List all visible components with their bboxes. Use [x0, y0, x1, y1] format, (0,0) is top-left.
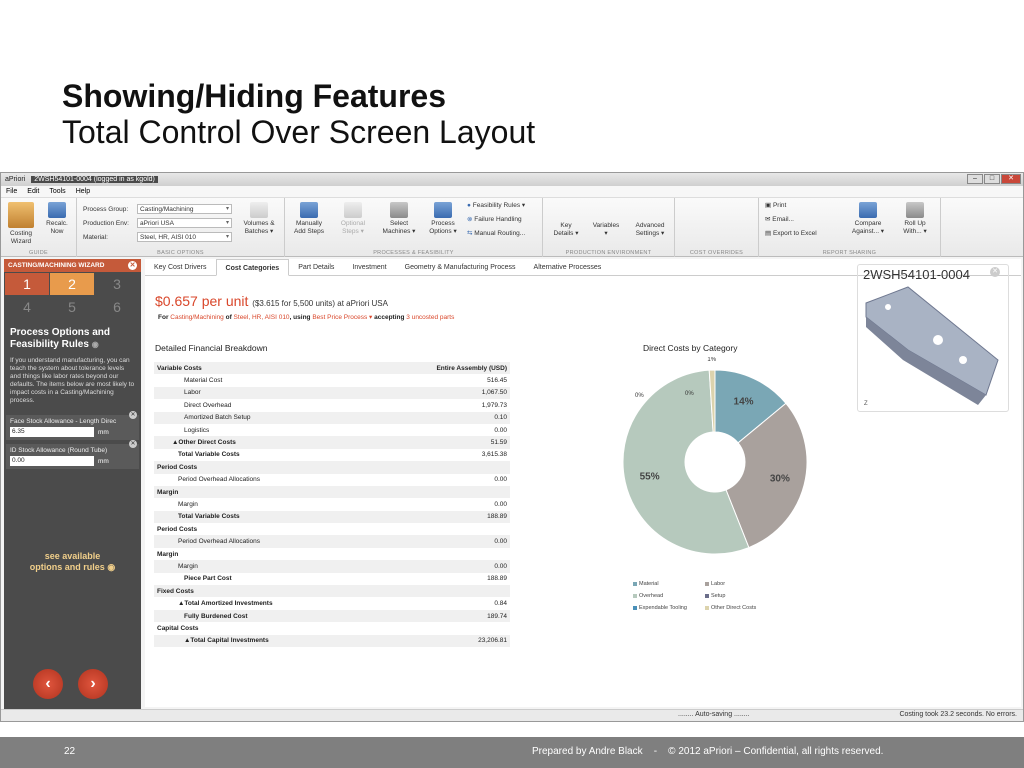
optional-steps-icon	[344, 202, 362, 218]
help-icon[interactable]: ◉	[91, 340, 99, 349]
menu-item[interactable]: File	[6, 188, 18, 195]
add-steps-icon	[300, 202, 318, 218]
wizard-subtitle: Process Options and Feasibility Rules ◉	[10, 327, 111, 350]
wizard-icon	[8, 202, 34, 228]
row-label: ▲Total Amortized Investments	[178, 600, 273, 608]
app-window	[0, 172, 1024, 722]
row-value: 189.74	[433, 610, 510, 622]
document-title: 2WSH54101-0004 (logged in as kgold)	[31, 176, 158, 183]
row-value: 0.10	[433, 412, 510, 424]
row-label: Period Costs	[154, 461, 433, 473]
part-3d-image	[858, 265, 1010, 413]
row-value	[433, 548, 510, 560]
chart-title: Direct Costs by Category	[643, 343, 738, 353]
group-processes: Manually Add Steps Optional Steps ▾ Select Machines ▾ Process Options ▾ ● Feasibility Rules ▾ ⊗ Failure Handling ⇆ Manual Routing... PROCESSES & FEASIBILITY	[285, 198, 543, 257]
table-row	[154, 597, 510, 609]
table-row	[154, 486, 510, 498]
row-value: 0.84	[494, 600, 507, 608]
process-dropdown[interactable]: Best Price Process ▾	[312, 314, 373, 321]
pie-label: 1%	[707, 357, 717, 364]
legend-item	[633, 581, 705, 587]
table-row	[154, 399, 510, 411]
excel-icon: ▤	[765, 230, 772, 237]
row-value: 0.00	[494, 426, 507, 434]
row-label: Total Variable Costs	[178, 451, 240, 459]
group-cost-overrides: COST OVERRIDES	[675, 198, 759, 257]
app-name: aPriori	[5, 176, 26, 183]
material-select[interactable]: Steel, HR, AISI 010 ▾	[137, 232, 232, 242]
row-label: Period Overhead Allocations	[154, 535, 433, 547]
row-label: Margin	[178, 500, 198, 508]
part-id: 2WSH54101-0004	[863, 267, 970, 282]
row-value	[433, 585, 510, 597]
arrow-circle-icon: ◉	[107, 562, 116, 572]
variables-button[interactable]: Variables ▾	[592, 222, 620, 237]
step-2[interactable]: 2	[50, 273, 94, 295]
direct-costs-pie-chart	[595, 357, 835, 567]
row-label: Total Variable Costs	[154, 511, 433, 523]
table-row	[154, 474, 510, 486]
step-4[interactable]: 4	[23, 299, 31, 315]
row-value: 3,615.38	[481, 451, 507, 459]
group-production-env: Key Details ▾ Variables ▾ Advanced Settings ▾ PRODUCTION ENVIRONMENT	[543, 198, 675, 257]
row-label: Margin	[154, 486, 433, 498]
legend-item	[705, 581, 785, 587]
close-button[interactable]: ✕	[1001, 174, 1021, 184]
machine-icon	[390, 202, 408, 218]
step-3[interactable]: 3	[113, 276, 121, 292]
row-value: 23,206.81	[433, 635, 510, 647]
process-group-link[interactable]: Casting/Machining	[170, 314, 224, 321]
row-value	[433, 461, 510, 473]
row-label: Amortized Batch Setup	[154, 412, 433, 424]
face-stock-input[interactable]: 6.35	[10, 427, 94, 437]
info-icon: ●	[467, 202, 471, 209]
tab-cost-categories[interactable]: Cost Categories	[216, 259, 290, 276]
row-value: 1,067.50	[433, 387, 510, 399]
group-report-sharing: ▣ Print ✉ Email... ▤ Export to Excel Compare Against... ▾ Roll Up With... ▾ REPORT SHARING	[759, 198, 941, 257]
menu-item[interactable]: Help	[75, 188, 91, 195]
step-5[interactable]: 5	[68, 299, 76, 315]
face-stock-field: ✕ Face Stock Allowance - Length Direc 6.35 mm	[6, 415, 139, 440]
group-guide: Costing Wizard Recalc. Now GUIDE	[1, 198, 77, 257]
row-value: 51.59	[433, 436, 510, 448]
legend-label: Material	[639, 581, 659, 587]
recalc-icon	[48, 202, 66, 218]
process-options-icon	[434, 202, 452, 218]
process-group-select[interactable]: Casting/Machining ▾	[137, 204, 232, 214]
legend-label: Labor	[711, 581, 726, 587]
table-row	[154, 436, 510, 448]
table-row	[154, 523, 510, 535]
manual-routing-button[interactable]: ⇆ Manual Routing...	[467, 230, 526, 237]
row-value	[433, 523, 510, 535]
legend-swatch	[705, 594, 709, 598]
print-icon: ▣	[765, 202, 772, 209]
autosave-status: ........ Auto-saving ........	[678, 711, 750, 718]
minimize-button[interactable]: –	[967, 174, 983, 184]
row-label: Fixed Costs	[154, 585, 433, 597]
row-value: 0.00	[433, 535, 510, 547]
wizard-help-text: If you understand manufacturing, you can teach the system about tolerance levels and things like labor rates beyond our defaults. The items below are most likely to impact costs in a Casting/Machining process.	[10, 357, 135, 404]
id-stock-field: ✕ ID Stock Allowance (Round Tube) 0.00 mm	[6, 444, 139, 469]
title-bar	[1, 173, 1023, 186]
part-preview	[857, 264, 1009, 412]
row-value: Entire Assembly (USD)	[433, 362, 510, 374]
id-stock-input[interactable]: 0.00	[10, 456, 94, 466]
close-icon[interactable]: ✕	[129, 262, 136, 269]
volumes-batches-button[interactable]: Volumes & Batches ▾	[239, 202, 279, 236]
slide-title	[62, 78, 535, 150]
legend-swatch	[705, 582, 709, 586]
table-row	[154, 635, 510, 647]
table-row	[154, 535, 510, 547]
failure-handling-button[interactable]: ⊗ Failure Handling	[467, 216, 522, 223]
slide-title-light: Total Control Over Screen Layout	[62, 114, 536, 150]
table-row	[154, 424, 510, 436]
slide-footer	[0, 737, 1024, 768]
row-value: 188.89	[487, 575, 507, 583]
tab-part-details[interactable]: Part Details	[298, 264, 335, 271]
legend-label: Expendable Tooling	[639, 605, 687, 611]
see-options-link[interactable]: see available options and rules ◉	[29, 551, 116, 572]
pie-label: 14%	[733, 396, 754, 408]
main-panel	[145, 259, 1021, 707]
cost-context-line: For Casting/Machining of Steel, HR, AISI 010, using Best Price Process ▾ accepting 3 uncosted parts	[158, 314, 455, 321]
row-value: 516.45	[487, 377, 507, 385]
row-value	[433, 622, 510, 634]
menu-bar	[1, 186, 1023, 198]
row-label: ▲Total Capital Investments	[154, 635, 433, 647]
table-row	[154, 387, 510, 399]
table-row	[154, 585, 510, 597]
legend-item	[705, 605, 785, 611]
table-row	[154, 573, 510, 585]
row-label: Variable Costs	[154, 362, 433, 374]
legend-item	[633, 605, 705, 611]
legend-swatch	[705, 606, 709, 610]
tab-alternative-processes[interactable]: Alternative Processes	[533, 264, 602, 271]
table-row	[154, 412, 510, 424]
row-value: 0.00	[433, 560, 510, 572]
table-row	[154, 362, 510, 374]
rollup-icon	[906, 202, 924, 218]
pie-label: 0%	[685, 391, 694, 397]
recalc-button[interactable]: Recalc. Now	[41, 202, 73, 236]
legend-label: Overhead	[639, 593, 664, 599]
tab-investment[interactable]: Investment	[352, 264, 387, 271]
compare-icon	[859, 202, 877, 218]
feasibility-rules-button[interactable]: ● Feasibility Rules ▾	[467, 202, 526, 209]
roll-up-button[interactable]: Roll Up With... ▾	[895, 202, 935, 236]
process-options-button[interactable]: Process Options ▾	[423, 202, 463, 236]
manually-add-steps-button[interactable]: Manually Add Steps	[289, 202, 329, 236]
row-value	[433, 486, 510, 498]
status-bar	[1, 709, 1023, 721]
row-label: Direct Overhead	[184, 401, 232, 409]
footer-text: Prepared by Andre Black - © 2012 aPriori – Confidential, all rights reserved.	[532, 746, 884, 757]
legend-swatch	[633, 594, 637, 598]
export-excel-button[interactable]: ▤ Export to Excel	[765, 230, 817, 237]
select-machines-button[interactable]: Select Machines ▾	[379, 202, 419, 236]
legend-label: Setup	[711, 593, 726, 599]
costing-wizard-button[interactable]: Costing Wizard	[5, 202, 37, 246]
wizard-steps	[4, 272, 141, 319]
step-6[interactable]: 6	[113, 299, 121, 315]
wizard-sidebar	[4, 259, 141, 709]
maximize-button[interactable]: □	[984, 174, 1000, 184]
unit-cost-headline: $0.657 per unit ($3.615 for 5,500 units) at aPriori USA	[155, 293, 388, 309]
optional-steps-button[interactable]: Optional Steps ▾	[333, 202, 373, 236]
email-icon: ✉	[765, 216, 771, 223]
legend-label: Other Direct Costs	[711, 605, 757, 611]
wizard-header: CASTING/MACHINING WIZARD ✕	[4, 259, 141, 272]
remove-icon[interactable]: ✕	[130, 441, 136, 447]
key-details-button[interactable]: Key Details ▾	[553, 222, 579, 237]
table-row	[154, 511, 510, 523]
tab-key-cost-drivers[interactable]: Key Cost Drivers	[154, 264, 207, 271]
email-button[interactable]: ✉ Email...	[765, 216, 794, 223]
row-label: Margin	[157, 550, 179, 558]
menu-item[interactable]: Edit	[27, 188, 40, 195]
row-label: Material Cost	[184, 377, 223, 385]
row-label: Piece Part Cost	[184, 575, 232, 583]
pie-label: 30%	[769, 473, 790, 485]
table-row	[154, 449, 510, 461]
step-1[interactable]: 1	[5, 273, 49, 295]
close-preview-icon[interactable]: ✕	[990, 267, 1000, 277]
legend-swatch	[633, 582, 637, 586]
ribbon	[1, 198, 1023, 257]
uncosted-parts-link[interactable]: 3 uncosted parts	[406, 314, 455, 321]
pie-label: 55%	[639, 471, 660, 483]
row-value: 0.00	[494, 500, 507, 508]
row-label: Fully Burdened Cost	[154, 610, 433, 622]
table-row	[154, 560, 510, 572]
row-label: Capital Costs	[157, 624, 199, 632]
remove-icon[interactable]: ✕	[130, 412, 136, 418]
legend-swatch	[633, 606, 637, 610]
production-env-select[interactable]: aPriori USA ▾	[137, 218, 232, 228]
failure-icon: ⊗	[467, 216, 473, 223]
table-row	[154, 610, 510, 622]
next-step-button[interactable]: ›	[78, 669, 108, 699]
menu-item[interactable]: Tools	[49, 188, 66, 195]
row-label: ▲Other Direct Costs	[154, 436, 433, 448]
prev-step-button[interactable]: ‹	[33, 669, 63, 699]
group-basic-options: Process Group: Casting/Machining ▾ Production Env: aPriori USA ▾ Material: Steel, HR, AISI 010 ▾ Volumes & Batches ▾ BASIC OPTIONS	[77, 198, 285, 257]
row-label: Logistics	[184, 426, 210, 434]
legend-item	[705, 593, 785, 599]
table-row	[154, 498, 510, 510]
routing-icon: ⇆	[467, 230, 473, 237]
table-row	[154, 548, 510, 560]
row-value: 0.00	[494, 476, 507, 484]
advanced-settings-button[interactable]: Advanced Settings ▾	[635, 222, 665, 237]
compare-against-button[interactable]: Compare Against... ▾	[847, 202, 889, 236]
chart-legend	[633, 581, 785, 611]
pie-label: 0%	[635, 393, 644, 399]
legend-item	[633, 593, 705, 599]
svg-text:Z: Z	[864, 401, 868, 407]
row-value: 188.89	[433, 511, 510, 523]
table-row	[154, 461, 510, 473]
table-row	[154, 374, 510, 386]
breakdown-title: Detailed Financial Breakdown	[155, 343, 268, 353]
financial-breakdown-table	[154, 362, 510, 647]
row-label: Labor	[154, 387, 433, 399]
table-row	[154, 622, 510, 634]
material-link[interactable]: Steel, HR, AISI 010	[233, 314, 290, 321]
volumes-icon	[250, 202, 268, 218]
slide-title-bold: Showing/Hiding Features	[62, 78, 447, 114]
print-button[interactable]: ▣ Print	[765, 202, 787, 209]
row-value: 1,979.73	[481, 401, 507, 409]
row-label: Period Overhead Allocations	[178, 476, 261, 484]
tab-geometry[interactable]: Geometry & Manufacturing Process	[404, 264, 516, 271]
row-label: Margin	[154, 560, 433, 572]
row-label: Period Costs	[157, 525, 198, 533]
costing-status: Costing took 23.2 seconds. No errors.	[899, 711, 1017, 718]
page-number: 22	[64, 746, 76, 757]
